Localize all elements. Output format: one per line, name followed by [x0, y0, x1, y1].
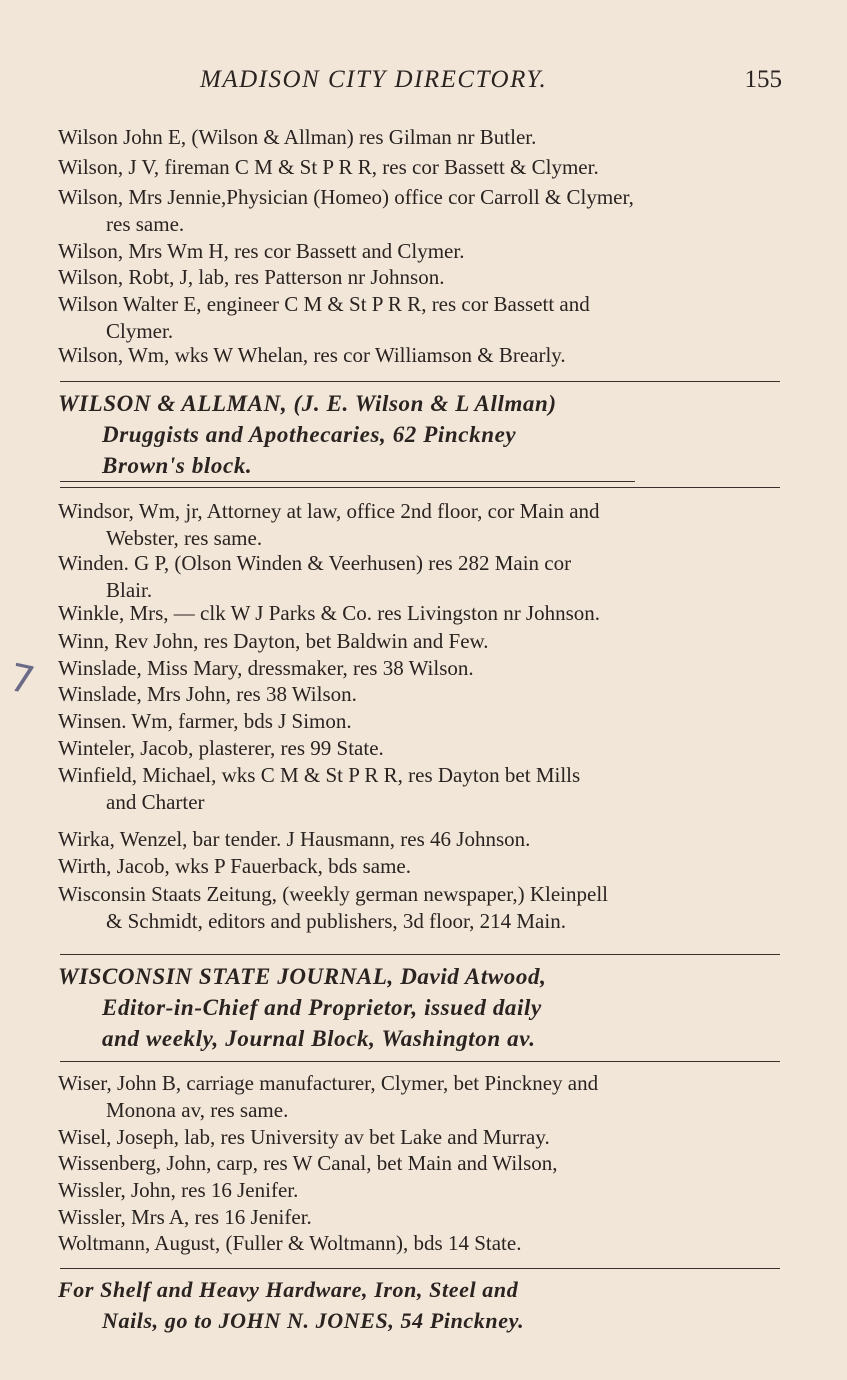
directory-entry: Wirth, Jacob, wks P Fauerback, bds same. — [58, 854, 411, 878]
advertisement-state-journal: WISCONSIN STATE JOURNAL, David Atwood, Editor-in-Chief and Proprietor, issued daily and weekly, Journal Block, Washington av. — [58, 964, 547, 1051]
divider — [60, 1061, 780, 1062]
directory-entry: Winkle, Mrs, — clk W J Parks & Co. res Livingston nr Johnson. — [58, 601, 601, 625]
advertisement-wilson-allman: WILSON & ALLMAN, (J. E. Wilson & L Allman) Druggists and Apothecaries, 62 Pinckney Brown's block. — [58, 391, 557, 478]
directory-entry: Winfield, Michael, wks C M & St P R R, res Dayton bet Mills and Charter — [58, 763, 581, 814]
directory-entry: Wilson, Robt, J, lab, res Patterson nr Johnson. — [58, 265, 445, 289]
divider — [60, 481, 635, 482]
divider — [60, 381, 265, 382]
handwritten-margin-mark: 7 — [5, 654, 39, 704]
directory-entry: Wilson, Wm, wks W Whelan, res cor Williamson & Brearly. — [58, 343, 566, 367]
divider — [265, 381, 780, 382]
running-title: MADISON CITY DIRECTORY. — [200, 66, 548, 93]
divider — [60, 487, 780, 488]
directory-entry: Winden. G P, (Olson Winden & Veerhusen) res 282 Main cor Blair. — [58, 551, 572, 602]
directory-entry: Wilson, J V, fireman C M & St P R R, res cor Bassett & Clymer. — [58, 155, 599, 179]
directory-entry: Wilson Walter E, engineer C M & St P R R, res cor Bassett and Clymer. — [58, 292, 590, 343]
directory-entry: Wissler, Mrs A, res 16 Jenifer. — [58, 1205, 312, 1229]
directory-entry: Wilson John E, (Wilson & Allman) res Gilman nr Butler. — [58, 125, 537, 149]
directory-entry: Wirka, Wenzel, bar tender. J Hausmann, res 46 Johnson. — [58, 827, 531, 851]
directory-entry: Windsor, Wm, jr, Attorney at law, office 2nd floor, cor Main and Webster, res same. — [58, 499, 600, 550]
directory-entry: Winslade, Mrs John, res 38 Wilson. — [58, 682, 357, 706]
directory-entry: Winteler, Jacob, plasterer, res 99 State. — [58, 736, 384, 760]
page-number: 155 — [744, 66, 782, 93]
directory-entry: Wissenberg, John, carp, res W Canal, bet Main and Wilson, — [58, 1151, 558, 1175]
divider — [60, 1268, 780, 1269]
directory-entry: Woltmann, August, (Fuller & Woltmann), bds 14 State. — [58, 1231, 522, 1255]
directory-entry: Wilson, Mrs Jennie,Physician (Homeo) office cor Carroll & Clymer, res same. — [58, 185, 634, 236]
directory-entry: Wisconsin Staats Zeitung, (weekly german newspaper,) Kleinpell & Schmidt, editors and publishers, 3d floor, 214 Main. — [58, 882, 608, 933]
advertisement-john-jones: For Shelf and Heavy Hardware, Iron, Steel and Nails, go to JOHN N. JONES, 54 Pinckney. — [58, 1277, 525, 1333]
page-header — [200, 66, 790, 100]
directory-entry: Winn, Rev John, res Dayton, bet Baldwin and Few. — [58, 629, 489, 653]
directory-entry: Wisel, Joseph, lab, res University av bet Lake and Murray. — [58, 1125, 550, 1149]
directory-entry: Wiser, John B, carriage manufacturer, Clymer, bet Pinckney and Monona av, res same. — [58, 1071, 599, 1122]
divider — [60, 954, 780, 955]
directory-entry: Wissler, John, res 16 Jenifer. — [58, 1178, 299, 1202]
directory-entry: Wilson, Mrs Wm H, res cor Bassett and Clymer. — [58, 239, 465, 263]
directory-entry: Winslade, Miss Mary, dressmaker, res 38 Wilson. — [58, 656, 474, 680]
directory-entry: Winsen. Wm, farmer, bds J Simon. — [58, 709, 352, 733]
